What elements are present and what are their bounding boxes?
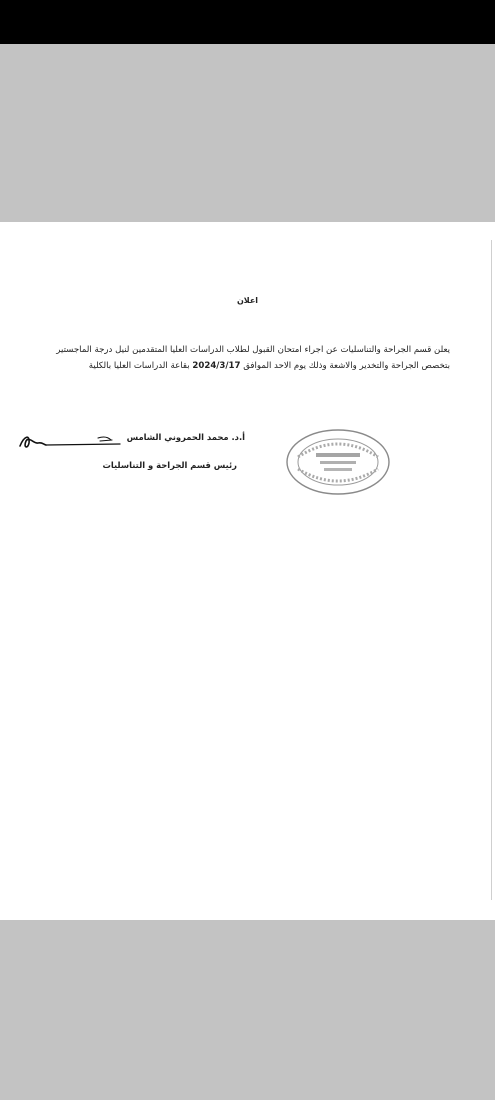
handwritten-signature-icon [16,428,124,454]
signatory-name: أ.د. محمد الحمروني الشامس [126,432,245,442]
top-bar [0,0,495,44]
bottom-gray-area [0,920,495,1100]
body-text-after-date: بقاعة الدراسات العليا بالكلية [88,361,190,371]
page-edge-line [491,240,492,900]
announcement-title: اعلان [236,296,259,305]
document-page [0,222,495,920]
body-text-before-date: يعلن قسم الجراحة والتناسليات عن اجراء امتحان القبول لطلاب الدراسات العليا المتقدمين لنيل درجة الماجستير بتخصص الجراحة والتخدير والاشعة وذلك يوم الاحد الموافق [56,345,450,371]
exam-date: 2024/3/17 [192,361,241,371]
department-stamp-icon [284,427,392,497]
announcement-body [45,342,450,374]
signatory-title: رئيس قسم الجراحة و التناسليات [102,460,237,470]
